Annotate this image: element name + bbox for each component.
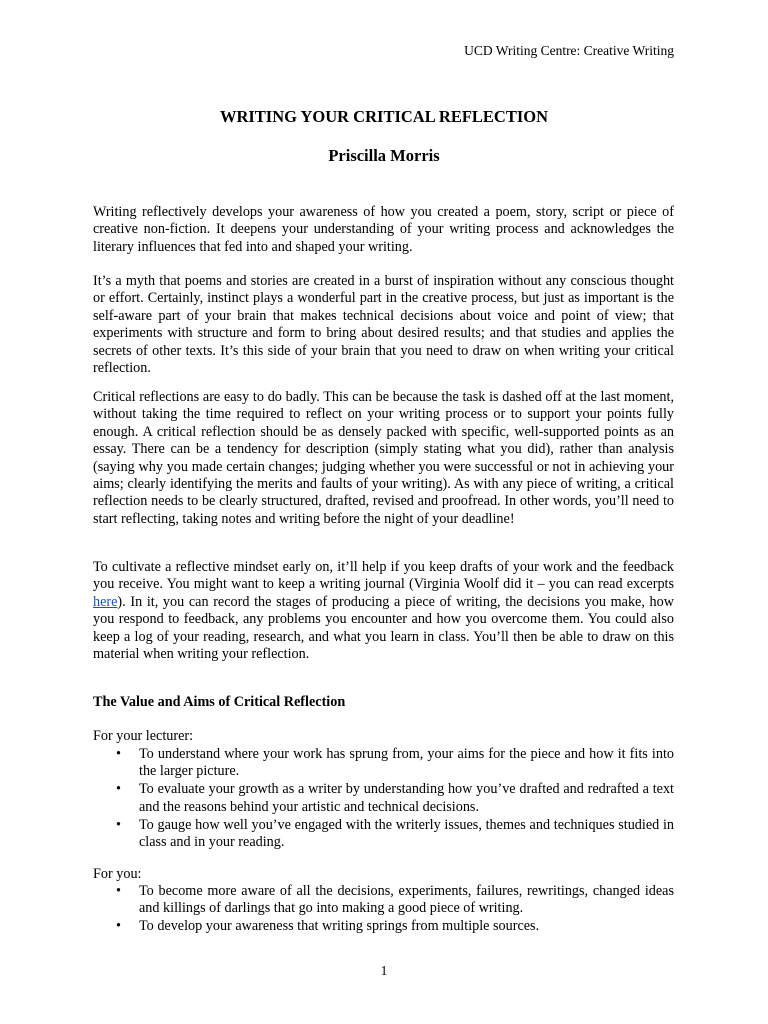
- bullet-icon: •: [116, 918, 121, 935]
- list-item-text: To develop your awareness that writing springs from multiple sources.: [139, 918, 540, 935]
- section-heading: The Value and Aims of Critical Reflection: [93, 694, 346, 710]
- page-number: 1: [380, 963, 388, 978]
- paragraph-text: ). In it, you can record the stages of producing a piece of writing, the decisions you make, how you respond to feedback, any problems you encounter and how you overcome them. You could also keep a log of your reading, research, and what you learn in class. You’ll then be able to draw on this material when writing your reflection.: [93, 593, 674, 663]
- you-label: For you:: [93, 866, 142, 882]
- paragraph-reflective-mindset: [93, 559, 674, 663]
- you-list: [93, 883, 674, 936]
- bullet-icon: •: [116, 816, 121, 833]
- list-item: [93, 781, 674, 816]
- list-item-text: To become more aware of all the decisions, experiments, failures, rewritings, changed ideas and killings of darlings that go into making a good piece of writing.: [139, 883, 674, 917]
- document-title: WRITING YOUR CRITICAL REFLECTION: [219, 107, 549, 126]
- list-item: [93, 883, 674, 918]
- list-item: [93, 817, 674, 852]
- paragraph-intro: Writing reflectively develops your awareness of how you created a poem, story, script or piece of creative non-fiction. It deepens your understanding of your writing process and acknowledges the literary influences that fed into and shaped your writing.: [93, 204, 674, 255]
- list-item-text: To evaluate your growth as a writer by understanding how you’ve drafted and redrafted a text and the reasons behind your artistic and technical decisions.: [139, 781, 674, 815]
- bullet-icon: •: [116, 781, 121, 798]
- list-item-text: To understand where your work has sprung from, your aims for the piece and how it fits into the larger picture.: [139, 746, 674, 780]
- list-item: [93, 918, 674, 935]
- lecturer-list: [93, 746, 674, 852]
- paragraph-critical-reflections: Critical reflections are easy to do badly. This can be because the task is dashed off at the last moment, without taking the time required to reflect on your writing process or to support your points fully enough. A critical reflection should be as densely packed with specific, well-supported points as an essay. There can be a tendency for description (simply stating what you did), rather than analysis (saying why you made certain changes; judging whether you were successful or not in achieving your aims; clearly identifying the merits and faults of your writing). As with any piece of writing, a critical reflection needs to be clearly structured, drafted, revised and proofread. In other words, you’ll need to start reflecting, taking notes and writing before the night of your deadline!: [93, 389, 674, 527]
- list-item-text: To gauge how well you’ve engaged with the writerly issues, themes and techniques studied in class and in your reading.: [139, 816, 674, 851]
- excerpts-link[interactable]: here: [93, 593, 118, 610]
- list-item: [93, 746, 674, 781]
- lecturer-label: For your lecturer:: [93, 728, 194, 744]
- bullet-icon: •: [116, 883, 121, 899]
- paragraph-text: To cultivate a reflective mindset early on, it’ll help if you keep drafts of your work and the feedback you receive. You might want to keep a writing journal (Virginia Woolf did it – you can read excerpts: [93, 559, 674, 593]
- bullet-icon: •: [116, 746, 121, 762]
- paragraph-myth: It’s a myth that poems and stories are created in a burst of inspiration without any conscious thought or effort. Certainly, instinct plays a wonderful part in the creative process, but just as important is the self-aware part of your brain that makes technical decisions about voice and point of view; that experiments with structure and form to bring about desired results; and that studies and applies the secrets of other texts. It’s this side of your brain that you need to draw on when writing your critical reflection.: [93, 273, 674, 377]
- document-author: Priscilla Morris: [328, 146, 440, 165]
- running-header: UCD Writing Centre: Creative Writing: [464, 43, 674, 58]
